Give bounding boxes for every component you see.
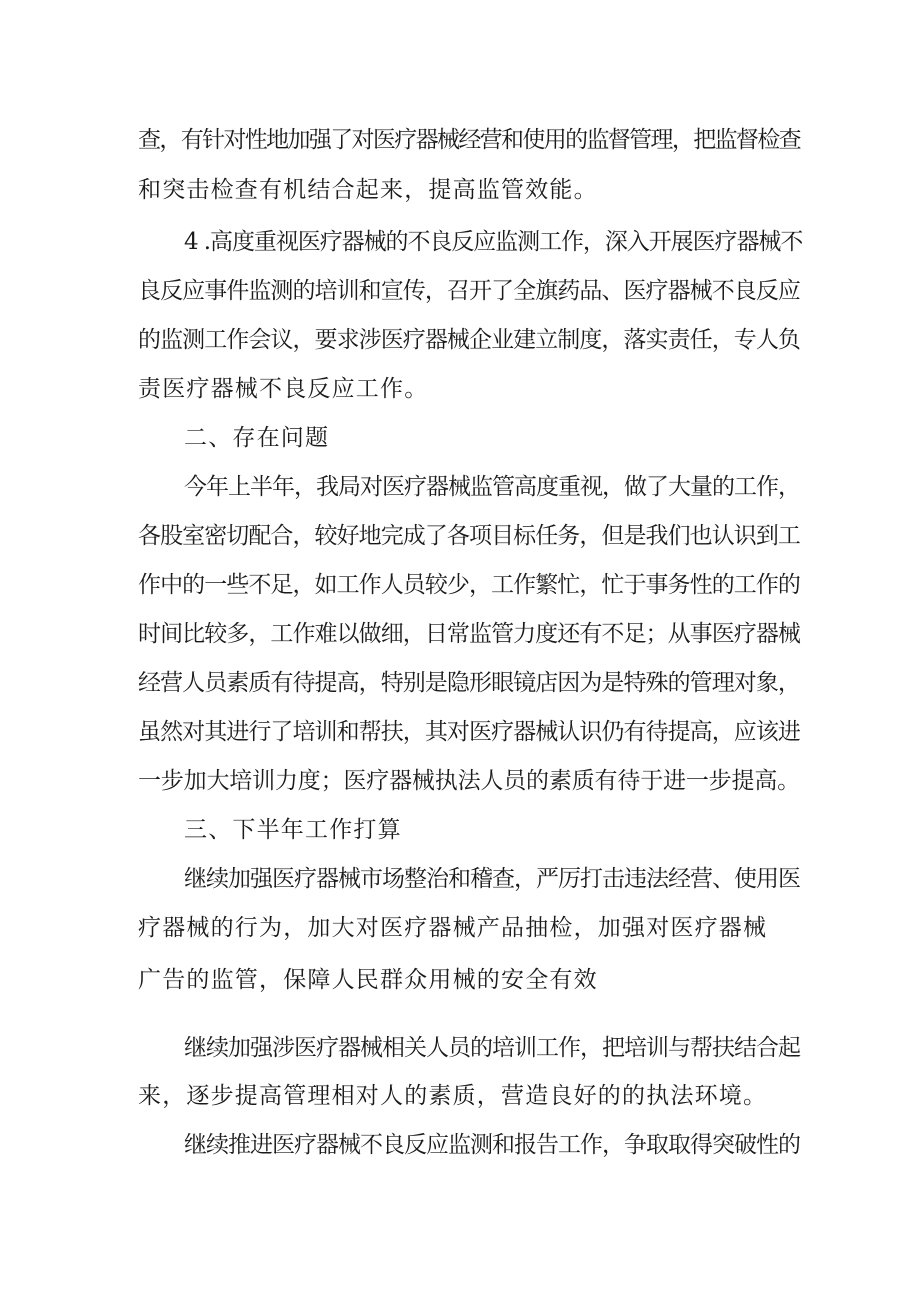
text-line: 和突击检查有机结合起来，提高监管效能。: [138, 177, 598, 203]
text-line: 继续加强涉医疗器械相关人员的培训工作，把培训与帮扶结合起: [184, 1035, 800, 1061]
text-line: 良反应事件监测的培训和宣传，召开了全旗药品、医疗器械不良反应: [138, 278, 801, 304]
text-line: 作中的一些不足，如工作人员较少，工作繁忙，忙于事务性的工作的: [138, 572, 801, 598]
text-line: 继续推进医疗器械不良反应监测和报告工作，争取取得突破性的: [184, 1132, 800, 1158]
text-line: 经营人员素质有待提高，特别是隐形眼镜店因为是特殊的管理对象，: [138, 670, 801, 696]
text-line: 疗器械的行为，加大对医疗器械产品抽检，加强对医疗器械: [138, 915, 768, 941]
text-line: 查，有针对性地加强了对医疗器械经营和使用的监督管理，把监督检查: [138, 127, 800, 153]
text-line: 虽然对其进行了培训和帮扶，其对医疗器械认识仍有待提高，应该进: [138, 719, 801, 745]
text-line: 今年上半年，我局对医疗器械监管高度重视，做了大量的工作，: [184, 474, 800, 500]
text-line: 继续加强医疗器械市场整治和稽查，严厉打击违法经营、使用医: [184, 866, 800, 892]
text-line: 广告的监管，保障人民群众用械的安全有效: [138, 967, 598, 993]
text-line: 的监测工作会议，要求涉医疗器械企业建立制度，落实责任，专人负: [138, 327, 801, 353]
text-line: 各股室密切配合，较好地完成了各项目标任务，但是我们也认识到工: [138, 523, 801, 549]
text-line: 一步加大培训力度；医疗器械执法人员的素质有待于进一步提高。: [138, 768, 800, 794]
text-line: 时间比较多，工作难以做细，日常监管力度还有不足；从事医疗器械: [138, 621, 801, 647]
text-line: 4 .高度重视医疗器械的不良反应监测工作，深入开展医疗器械不: [184, 229, 803, 255]
text-line: 责医疗器械不良反应工作。: [138, 376, 429, 402]
text-line: 来，逐步提高管理相对人的素质，营造良好的的执法环境。: [138, 1083, 768, 1109]
section-heading: 二、存在问题: [184, 425, 330, 451]
section-heading: 三、下半年工作打算: [184, 817, 402, 843]
